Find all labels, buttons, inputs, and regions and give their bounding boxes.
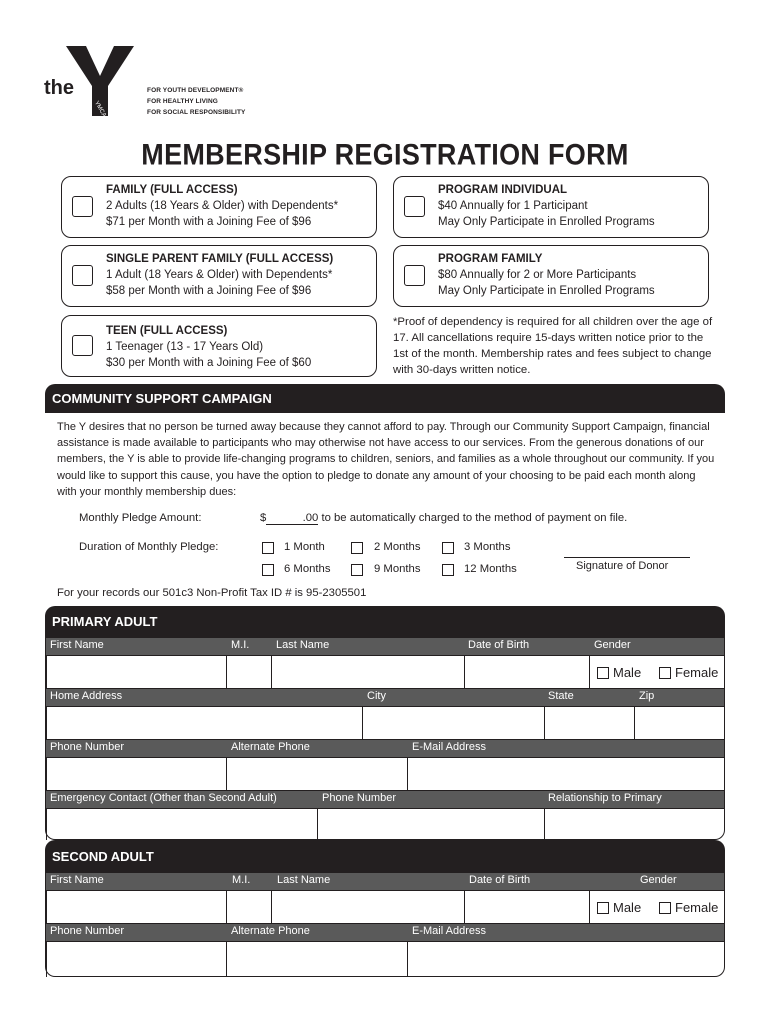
plan-family-checkbox[interactable] — [72, 196, 93, 217]
field-label: Date of Birth — [469, 874, 531, 886]
plan-line: 1 Teenager (13 - 17 Years Old) — [106, 341, 264, 353]
emergency-phone-input[interactable] — [317, 808, 545, 840]
plan-line: 1 Adult (18 Years & Older) with Dependents* — [106, 269, 333, 281]
logo-wordmark: the — [44, 77, 74, 99]
field-label: First Name — [50, 874, 104, 886]
emergency-contact-input[interactable] — [46, 808, 318, 840]
plan-line: 2 Adults (18 Years & Older) with Dependents* — [106, 200, 339, 212]
campaign-heading: COMMUNITY SUPPORT CAMPAIGN — [45, 384, 725, 413]
checkbox-icon — [597, 667, 609, 679]
plan-line: May Only Participate in Enrolled Programs — [438, 285, 655, 297]
plan-teen[interactable] — [61, 315, 377, 377]
primary-adult-heading: PRIMARY ADULT — [45, 606, 725, 638]
second-mi-input[interactable] — [226, 890, 272, 924]
pledge-amount-field[interactable] — [266, 512, 318, 525]
pledge-amount-label: Monthly Pledge Amount: — [79, 512, 202, 524]
field-label: Phone Number — [50, 741, 124, 753]
plan-line: $30 per Month with a Joining Fee of $60 — [106, 357, 312, 369]
plan-title: TEEN (FULL ACCESS) — [106, 325, 228, 337]
plan-line: May Only Participate in Enrolled Programs — [438, 216, 655, 228]
duration-12-months-checkbox[interactable] — [442, 564, 454, 576]
tagline-youth: FOR YOUTH DEVELOPMENT® — [147, 87, 244, 94]
pledge-duration-label: Duration of Monthly Pledge: — [79, 541, 219, 553]
plan-title: FAMILY (FULL ACCESS) — [106, 184, 238, 196]
primary-state-input[interactable] — [544, 706, 635, 740]
primary-dob-input[interactable] — [464, 655, 590, 689]
duration-2-months-checkbox[interactable] — [351, 542, 363, 554]
plan-title: PROGRAM FAMILY — [438, 253, 543, 265]
plan-teen-checkbox[interactable] — [72, 335, 93, 356]
field-label: Last Name — [277, 874, 331, 886]
pledge-cents: .00 — [302, 512, 319, 524]
currency-symbol: $ — [260, 512, 267, 524]
second-alt-phone-input[interactable] — [226, 941, 408, 977]
donor-signature-label: Signature of Donor — [576, 560, 669, 572]
campaign-paragraph: The Y desires that no person be turned away because they cannot afford to pay. Through our Community Support Campaign, financial assistance is made available to participants who may otherwise not have access to our services. From the generous donations of our members, the Y is able to provide life-changing programs to children, seniors, and families as a whole throughout our community. If you would like to support this cause, you have the option to pledge to donate any amount of your choosing to be paid each month along with your monthly membership dues: — [57, 421, 715, 498]
duration-option: 2 Months — [374, 541, 421, 553]
field-label: Gender — [640, 874, 677, 886]
primary-zip-input[interactable] — [634, 706, 725, 740]
field-label: Emergency Contact (Other than Second Adult) — [50, 792, 277, 804]
field-label: State — [548, 690, 574, 702]
second-gender-male[interactable]: Male — [597, 900, 641, 915]
primary-city-input[interactable] — [362, 706, 545, 740]
plan-line: $80 Annually for 2 or More Participants — [438, 269, 637, 281]
field-label: Phone Number — [322, 792, 396, 804]
dependency-note: *Proof of dependency is required for all children over the age of 17. All cancellations require 15-days written notice prior to the 1st of the month. Membership rates and fees subject to change with 30-days written notice. — [393, 316, 713, 376]
checkbox-icon — [659, 667, 671, 679]
duration-option: 12 Months — [464, 563, 517, 575]
plan-single-parent-checkbox[interactable] — [72, 265, 93, 286]
primary-mi-input[interactable] — [226, 655, 272, 689]
duration-option: 9 Months — [374, 563, 421, 575]
primary-last-name-input[interactable] — [271, 655, 465, 689]
primary-alt-phone-input[interactable] — [226, 757, 408, 791]
primary-email-input[interactable] — [407, 757, 725, 791]
field-label: M.I. — [231, 639, 250, 651]
field-label: Date of Birth — [468, 639, 530, 651]
plan-family[interactable] — [61, 176, 377, 238]
duration-9-months-checkbox[interactable] — [351, 564, 363, 576]
primary-gender-female[interactable]: Female — [659, 665, 718, 680]
second-email-input[interactable] — [407, 941, 725, 977]
field-label: E-Mail Address — [412, 925, 486, 937]
ymca-logo-icon — [44, 44, 144, 124]
plan-line: $71 per Month with a Joining Fee of $96 — [106, 216, 312, 228]
plan-title: SINGLE PARENT FAMILY (FULL ACCESS) — [106, 253, 334, 265]
field-label: Last Name — [276, 639, 330, 651]
donor-signature-line[interactable] — [564, 557, 690, 558]
page-title: MEMBERSHIP REGISTRATION FORM — [141, 138, 629, 172]
checkbox-icon — [597, 902, 609, 914]
field-label: Alternate Phone — [231, 925, 310, 937]
plan-program-individual-checkbox[interactable] — [404, 196, 425, 217]
primary-first-name-input[interactable] — [46, 655, 227, 689]
duration-option: 6 Months — [284, 563, 331, 575]
plan-program-individual[interactable] — [393, 176, 709, 238]
field-label: Relationship to Primary — [548, 792, 662, 804]
field-label: First Name — [50, 639, 104, 651]
plan-line: $40 Annually for 1 Participant — [438, 200, 588, 212]
second-dob-input[interactable] — [464, 890, 590, 924]
plan-single-parent[interactable] — [61, 245, 377, 307]
field-label: Gender — [594, 639, 631, 651]
relationship-input[interactable] — [544, 808, 725, 840]
duration-option: 3 Months — [464, 541, 511, 553]
second-gender-female[interactable]: Female — [659, 900, 718, 915]
primary-gender-male[interactable]: Male — [597, 665, 641, 680]
primary-phone-input[interactable] — [46, 757, 227, 791]
plan-program-family-checkbox[interactable] — [404, 265, 425, 286]
tagline-social: FOR SOCIAL RESPONSIBILITY — [147, 109, 246, 116]
second-phone-input[interactable] — [46, 941, 227, 977]
plan-program-family[interactable] — [393, 245, 709, 307]
duration-6-months-checkbox[interactable] — [262, 564, 274, 576]
plan-title: PROGRAM INDIVIDUAL — [438, 184, 568, 196]
plan-line: $58 per Month with a Joining Fee of $96 — [106, 285, 312, 297]
field-label: M.I. — [232, 874, 251, 886]
tagline-living: FOR HEALTHY LIVING — [147, 98, 218, 105]
field-label: Home Address — [50, 690, 123, 702]
field-label: E-Mail Address — [412, 741, 486, 753]
checkbox-icon — [659, 902, 671, 914]
second-adult-heading: SECOND ADULT — [45, 840, 725, 873]
pledge-suffix: to be automatically charged to the method of payment on file. — [321, 512, 628, 524]
field-label: Zip — [639, 690, 655, 702]
field-label: Alternate Phone — [231, 741, 310, 753]
primary-home-address-input[interactable] — [46, 706, 363, 740]
second-last-name-input[interactable] — [271, 890, 465, 924]
logo-letter-mark: YMCA — [93, 100, 107, 119]
duration-1-month-checkbox[interactable] — [262, 542, 274, 554]
duration-3-months-checkbox[interactable] — [442, 542, 454, 554]
tax-id-note: For your records our 501c3 Non-Profit Tax ID # is 95-2305501 — [57, 587, 367, 599]
field-label: City — [367, 690, 386, 702]
ymca-logo — [44, 44, 264, 124]
second-first-name-input[interactable] — [46, 890, 227, 924]
duration-option: 1 Month — [284, 541, 325, 553]
field-label: Phone Number — [50, 925, 124, 937]
